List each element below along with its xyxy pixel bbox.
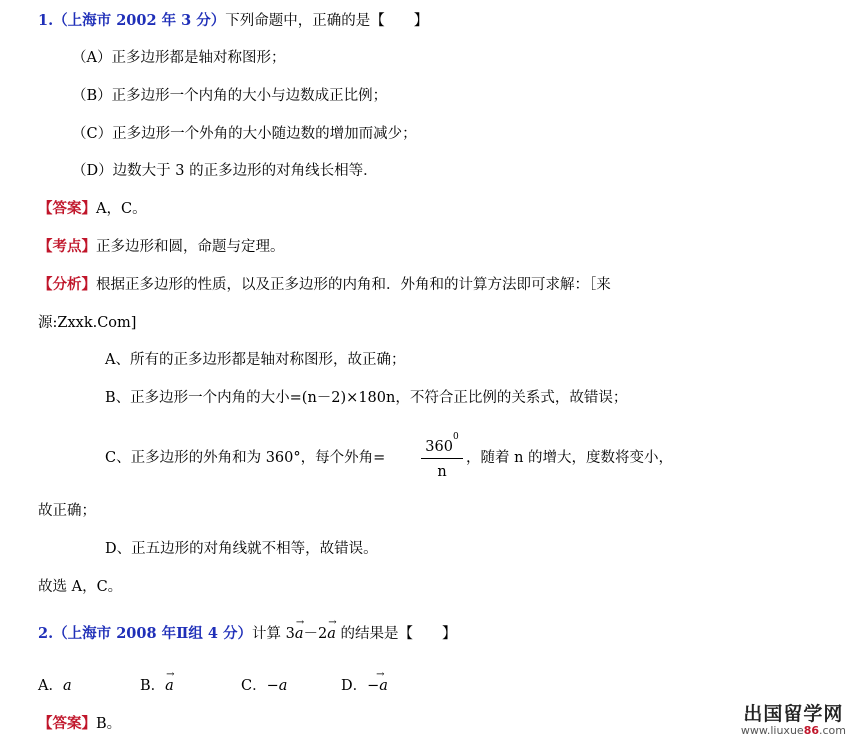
q1-option-c: （C）正多边形一个外角的大小随边数的增加而减少； bbox=[72, 126, 417, 142]
point-tag: 【考点】 bbox=[38, 238, 96, 255]
analysis-item-c-tail: ，随着 n 的增大，度数将变小， bbox=[466, 450, 674, 466]
q1-source: （上海市 2002 年 3 分） bbox=[53, 12, 226, 29]
q2-option-c bbox=[241, 676, 287, 696]
watermark-url-num: 86 bbox=[803, 724, 819, 737]
analysis-item-c-cont: 故正确； bbox=[38, 503, 96, 519]
watermark-text: 出国留学网 bbox=[743, 703, 844, 725]
q2-number: 2. bbox=[38, 625, 54, 642]
analysis-item-d: D、正五边形的对角线就不相等，故错误。 bbox=[105, 541, 378, 557]
answer-text: A，C。 bbox=[96, 201, 147, 217]
analysis-tag: 【分析】 bbox=[38, 276, 96, 293]
watermark-url-pre: www.liuxue bbox=[740, 724, 804, 737]
q2-option-c-label: C． bbox=[241, 678, 267, 694]
q2-coef1: 3 bbox=[285, 626, 295, 642]
fraction-denominator: n bbox=[437, 463, 447, 480]
fraction-numerator-value: 360 bbox=[425, 438, 453, 455]
analysis-text-cont: 源:Zxxk.Com] bbox=[38, 315, 137, 331]
analysis-item-a: A、所有的正多边形都是轴对称图形，故正确； bbox=[105, 352, 406, 368]
q1-number: 1. bbox=[38, 12, 54, 29]
watermark-url bbox=[741, 725, 846, 737]
q2-header bbox=[38, 617, 457, 644]
vector-a-2 bbox=[327, 617, 337, 644]
watermark-logo bbox=[741, 703, 846, 737]
q2-option-b-vector bbox=[165, 669, 175, 696]
q2-answer bbox=[38, 714, 121, 734]
vector-arrow-icon: → bbox=[328, 617, 337, 628]
q2-stem: 计算 bbox=[252, 626, 286, 642]
q1-header bbox=[38, 11, 428, 31]
analysis-item-c: C、正多边形的外角和为 360°，每个外角= bbox=[105, 450, 386, 466]
vector-a-1-letter: a bbox=[294, 626, 304, 642]
q2-coef2: 2 bbox=[318, 626, 328, 642]
q2-source: （上海市 2008 年Ⅱ组 4 分） bbox=[53, 625, 252, 642]
fraction bbox=[421, 433, 463, 482]
q2-stem-tail: 的结果是【 】 bbox=[335, 626, 457, 642]
answer-text: B。 bbox=[96, 716, 122, 732]
fraction-numerator bbox=[421, 433, 463, 457]
q2-option-a bbox=[38, 676, 72, 696]
point-text: 正多边形和圆，命题与定理。 bbox=[96, 239, 285, 255]
watermark-url-post: .com bbox=[819, 724, 846, 737]
vector-arrow-icon: → bbox=[166, 669, 175, 680]
q1-option-a: （A）正多边形都是轴对称图形； bbox=[72, 50, 286, 66]
q2-option-c-value: −a bbox=[266, 678, 288, 694]
answer-tag: 【答案】 bbox=[38, 200, 96, 217]
q2-option-b-label: B． bbox=[140, 678, 166, 694]
q2-minus: － bbox=[303, 626, 318, 642]
q1-point bbox=[38, 237, 285, 257]
vector-a-2-letter: a bbox=[327, 626, 336, 642]
vector-a-1 bbox=[294, 617, 305, 644]
q2-option-d bbox=[341, 669, 388, 696]
q2-option-d-vector bbox=[367, 669, 388, 696]
q2-option-b bbox=[140, 669, 175, 696]
q2-option-b-value: a bbox=[165, 678, 174, 694]
analysis-item-b: B、正多边形一个内角的大小=(n－2)×180n，不符合正比例的关系式，故错误； bbox=[105, 390, 628, 406]
q1-analysis bbox=[38, 275, 611, 295]
q1-answer bbox=[38, 199, 147, 219]
fraction-superscript: 0 bbox=[452, 432, 459, 442]
q1-stem: 下列命题中，正确的是【 】 bbox=[225, 13, 429, 29]
q1-option-b: （B）正多边形一个内角的大小与边数成正比例； bbox=[72, 88, 388, 104]
answer-tag: 【答案】 bbox=[38, 715, 96, 732]
vector-arrow-icon: → bbox=[376, 669, 385, 680]
q2-option-a-value: a bbox=[62, 678, 72, 694]
q1-conclusion: 故选 A，C。 bbox=[38, 579, 123, 595]
q2-option-a-label: A． bbox=[38, 678, 63, 694]
analysis-text: 根据正多边形的性质，以及正多边形的内角和．外角和的计算方法即可求解：［来 bbox=[96, 277, 611, 293]
fraction-bar bbox=[421, 458, 463, 459]
q2-option-d-value: −a bbox=[367, 678, 388, 694]
vector-arrow-icon: → bbox=[295, 617, 305, 628]
q2-option-d-label: D． bbox=[341, 678, 368, 694]
q1-option-d: （D）边数大于 3 的正多边形的对角线长相等． bbox=[72, 163, 378, 179]
